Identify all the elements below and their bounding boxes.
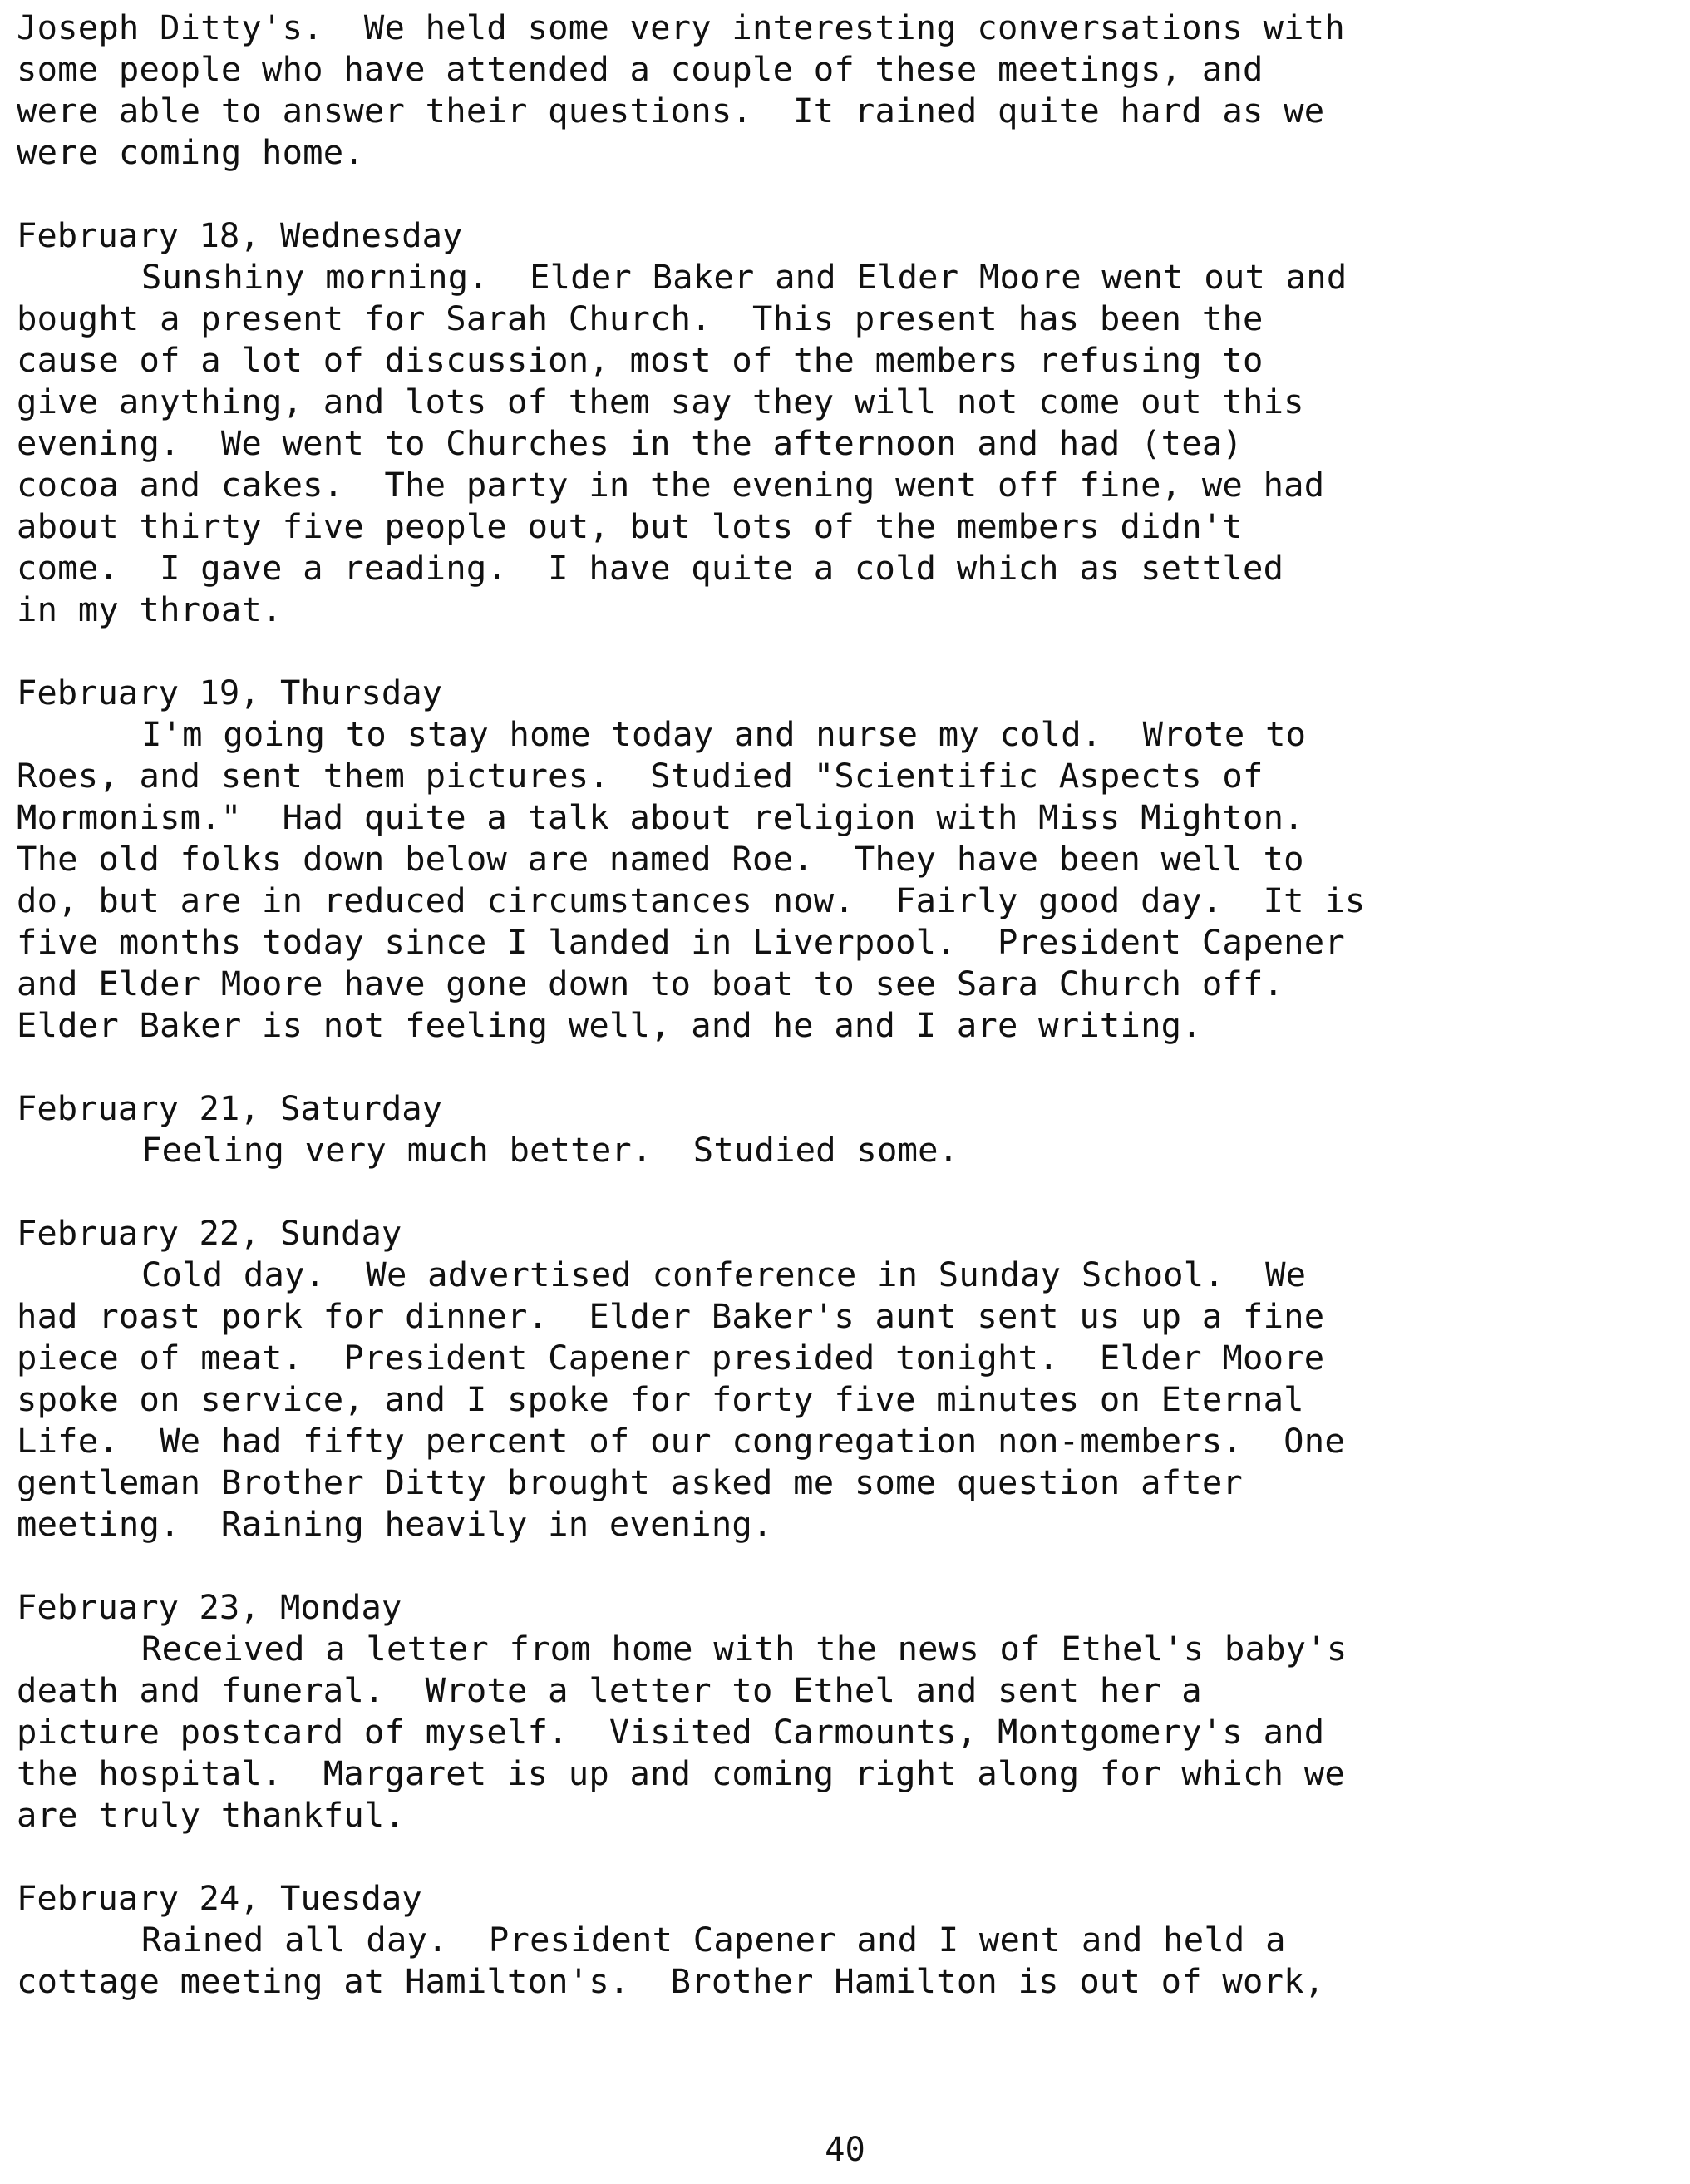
opening-paragraph [17,7,1671,173]
text-line: are truly thankful. [17,1795,406,1835]
text-line: picture postcard of myself. Visited Carmounts, Montgomery's and [17,1712,1325,1752]
text-line: and Elder Moore have gone down to boat to see Sara Church off. [17,964,1284,1003]
entry-body [17,1254,1671,1545]
text-line: Life. We had fifty percent of our congregation non-members. One [17,1421,1345,1461]
entry-body [17,713,1671,1046]
text-line: Joseph Ditty's. We held some very interesting conversations with [17,7,1345,47]
entry-date-heading: February 19, Thursday [17,673,443,712]
text-line: about thirty five people out, but lots of the members didn't [17,506,1243,546]
text-line: cocoa and cakes. The party in the evening went off fine, we had [17,465,1325,505]
text-line: I'm going to stay home today and nurse my cold. Wrote to [141,714,1307,754]
entry-date-heading: February 22, Sunday [17,1213,402,1253]
entry-body [17,1628,1671,1836]
journal-entry-feb-19 [17,672,1671,1046]
text-line: bought a present for Sarah Church. This present has been the [17,298,1264,338]
entry-date-heading: February 23, Monday [17,1587,402,1627]
text-line: were coming home. [17,132,364,172]
text-line: Sunshiny morning. Elder Baker and Elder Moore went out and [141,257,1348,297]
text-line: Elder Baker is not feeling well, and he and I are writing. [17,1005,1202,1045]
journal-entry-feb-23 [17,1586,1671,1836]
text-line: give anything, and lots of them say they will not come out this [17,382,1304,422]
text-line: five months today since I landed in Liverpool. President Capener [17,922,1345,962]
journal-entry-feb-21 [17,1087,1671,1171]
text-line: the hospital. Margaret is up and coming right along for which we [17,1753,1345,1793]
journal-entry-feb-18 [17,214,1671,630]
text-line: Rained all day. President Capener and I went and held a [141,1920,1286,1960]
text-line: Mormonism." Had quite a talk about religion with Miss Mighton. [17,797,1304,837]
text-line: Feeling very much better. Studied some. [141,1130,959,1170]
text-line: come. I gave a reading. I have quite a cold which as settled [17,548,1284,588]
entry-date-heading: February 24, Tuesday [17,1878,422,1918]
entry-date-heading: February 21, Saturday [17,1088,443,1128]
text-line: had roast pork for dinner. Elder Baker's aunt sent us up a fine [17,1296,1325,1336]
journal-entry-feb-24 [17,1877,1671,2002]
text-line: Cold day. We advertised conference in Sunday School. We [141,1255,1307,1294]
entry-body [17,256,1671,630]
text-line: piece of meat. President Capener presided tonight. Elder Moore [17,1338,1325,1378]
text-line: meeting. Raining heavily in evening. [17,1504,773,1544]
typed-journal-page [17,7,1671,2002]
entry-body [17,1129,1671,1171]
text-line: cause of a lot of discussion, most of the members refusing to [17,340,1264,380]
text-line: in my throat. [17,589,283,629]
text-line: cottage meeting at Hamilton's. Brother Hamilton is out of work, [17,1961,1325,2001]
text-line: do, but are in reduced circumstances now. Fairly good day. It is [17,880,1366,920]
text-line: evening. We went to Churches in the afternoon and had (tea) [17,423,1243,463]
entry-date-heading: February 18, Wednesday [17,215,463,255]
text-line: Roes, and sent them pictures. Studied "Scientific Aspects of [17,756,1264,796]
text-line: gentleman Brother Ditty brought asked me some question after [17,1462,1243,1502]
text-line: Received a letter from home with the news of Ethel's baby's [141,1629,1348,1669]
journal-entry-feb-22 [17,1212,1671,1545]
text-line: some people who have attended a couple of these meetings, and [17,49,1264,89]
text-line: The old folks down below are named Roe. They have been well to [17,839,1304,879]
text-line: were able to answer their questions. It rained quite hard as we [17,91,1325,131]
page-number: 40 [825,2129,865,2169]
text-line: death and funeral. Wrote a letter to Ethel and sent her a [17,1670,1202,1710]
entry-body [17,1919,1671,2002]
text-line: spoke on service, and I spoke for forty five minutes on Eternal [17,1379,1304,1419]
